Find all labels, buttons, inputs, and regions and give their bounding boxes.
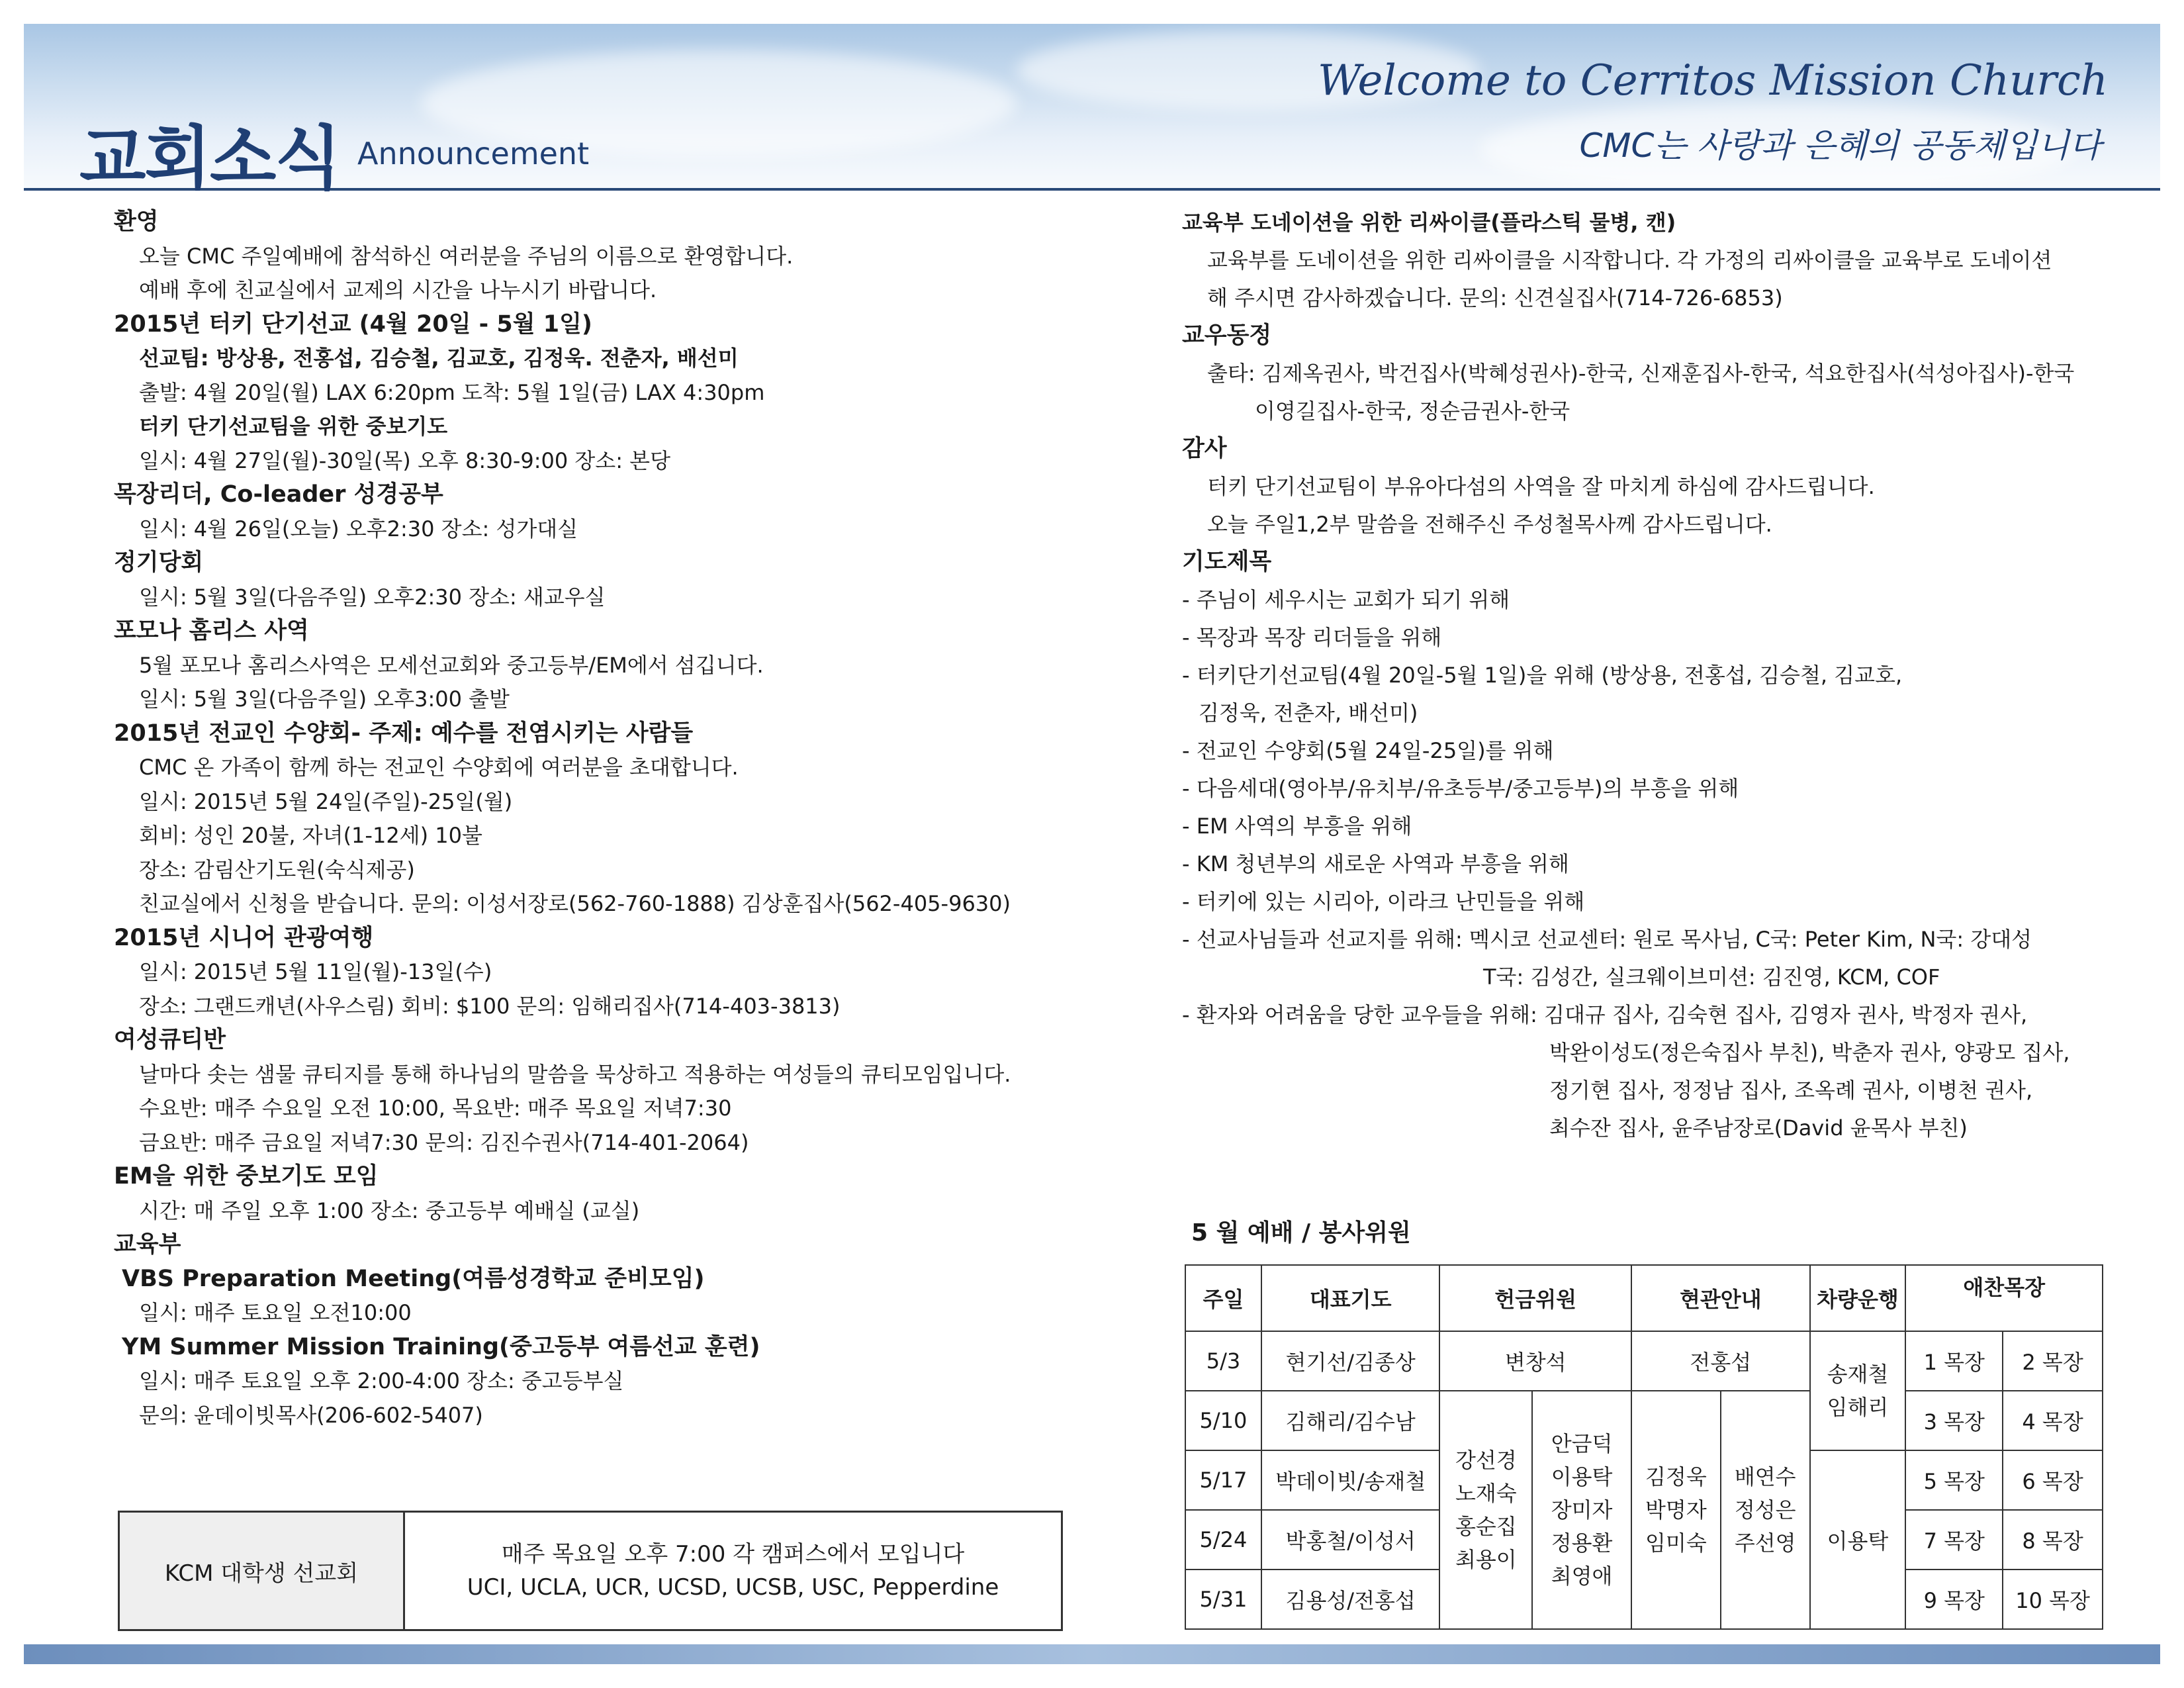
section-text: 문의: 윤데이빗목사(206-602-5407): [139, 1402, 483, 1428]
fellowship-cell: 9 목장: [1905, 1570, 2003, 1629]
offering-name: 정용환: [1551, 1530, 1613, 1556]
date-cell: 5/24: [1185, 1510, 1261, 1570]
usher-name: 주선영: [1734, 1530, 1796, 1556]
section-heading: YM Summer Mission Training(중고등부 여름선교 훈련): [122, 1333, 760, 1360]
section-text: 5월 포모나 홈리스사역은 모세선교회와 중고등부/EM에서 섬깁니다.: [139, 652, 764, 678]
section-text: - 환자와 어려움을 당한 교우들을 위해: 김대규 집사, 김숙현 집사, 김영자 권사, 박정자 권사,: [1182, 1002, 2028, 1027]
page-subtitle: Announcement: [357, 136, 590, 171]
usher-name: 김정욱: [1645, 1464, 1707, 1489]
footer-bar: [24, 1644, 2160, 1664]
usher-group-b: [1721, 1391, 1810, 1629]
section-text: - 터키에 있는 시리아, 이라크 난민들을 위해: [1182, 889, 1585, 914]
section-heading: 교육부 도네이션을 위한 리싸이클(플라스틱 물병, 캔): [1182, 210, 1676, 235]
section-heading: 포모나 홈리스 사역: [114, 618, 309, 644]
section-text: 수요반: 매주 수요일 오전 10:00, 목요반: 매주 목요일 저녁7:30: [139, 1096, 732, 1121]
section-text: 장소: 감림산기도원(숙식제공): [139, 857, 415, 882]
fellowship-cell: 2 목장: [2003, 1331, 2103, 1391]
service-table: [1185, 1264, 2103, 1630]
section-text: 출발: 4월 20일(월) LAX 6:20pm 도착: 5월 1일(금) LAX 4:30pm: [139, 379, 765, 405]
section-heading: 기도제목: [1182, 549, 1272, 575]
usher-name: 배연수: [1734, 1464, 1796, 1489]
header-prayer: 대표기도: [1261, 1265, 1440, 1331]
section-text: 일시: 2015년 5월 11일(월)-13일(수): [139, 959, 492, 984]
section-text: 회비: 성인 20불, 자녀(1-12세) 10불: [139, 823, 482, 848]
section-text: 일시: 매주 토요일 오전10:00: [139, 1300, 412, 1325]
prayer-cell: 현기선/김종상: [1261, 1331, 1440, 1391]
section-heading: 목장리더, Co-leader 성경공부: [114, 481, 443, 508]
header-offering: 헌금위원: [1439, 1265, 1631, 1331]
prayer-cell: 박홍철/이성서: [1261, 1510, 1440, 1570]
section-heading: 2015년 터키 단기선교 (4월 20일 - 5월 1일): [114, 310, 592, 338]
header-usher: 현관안내: [1631, 1265, 1810, 1331]
section-heading: 정기당회: [114, 549, 204, 576]
right-column: [1182, 204, 2148, 1147]
offering-name: 노재숙: [1455, 1481, 1517, 1506]
section-text: 금요반: 매주 금요일 저녁7:30 문의: 김진수권사(714-401-2064): [139, 1129, 749, 1155]
welcome-subtitle: CMC는 사랑과 은혜의 공동체입니다: [1579, 126, 2101, 165]
prayer-cell: 김해리/김수남: [1261, 1391, 1440, 1450]
fellowship-cell: 1 목장: [1905, 1331, 2003, 1391]
kcm-line-2: UCI, UCLA, UCR, UCSD, UCSB, USC, Pepperdine: [467, 1574, 999, 1601]
header-driver: 차량운행: [1810, 1265, 1906, 1331]
date-cell: 5/17: [1185, 1450, 1261, 1510]
section-text: 친교실에서 신청을 받습니다. 문의: 이성서장로(562-760-1888) 김상훈집사(562-405-9630): [139, 891, 1011, 916]
section-text: - 목장과 목장 리더들을 위해: [1182, 625, 1442, 650]
section-text: 선교팀: 방상용, 전홍섭, 김승철, 김교호, 김정욱. 전춘자, 배선미: [139, 346, 739, 371]
date-cell: 5/31: [1185, 1570, 1261, 1629]
section-text: - 선교사님들과 선교지를 위해: 멕시코 선교센터: 원로 목사님, C국: Peter Kim, N국: 강대성: [1182, 927, 2032, 952]
driver-name: 송재철: [1827, 1362, 1889, 1387]
section-text: 터키 단기선교팀이 부유아다섬의 사역을 잘 마치게 하심에 감사드립니다.: [1207, 474, 1875, 499]
section-text: 해 주시면 감사하겠습니다. 문의: 신견실집사(714-726-6853): [1207, 285, 1783, 310]
section-heading: VBS Preparation Meeting(여름성경학교 준비모임): [122, 1265, 705, 1292]
section-text: 오늘 CMC 주일예배에 참석하신 여러분을 주님의 이름으로 환영합니다.: [139, 243, 794, 269]
kcm-info: [405, 1513, 1061, 1629]
section-text: 일시: 4월 26일(오늘) 오후2:30 장소: 성가대실: [139, 516, 578, 541]
section-text: - 다음세대(영아부/유치부/유초등부/중고등부)의 부흥을 위해: [1182, 776, 1739, 801]
usher-name: 정성은: [1734, 1497, 1796, 1523]
section-heading: EM을 위한 중보기도 모임: [114, 1163, 379, 1190]
section-heading: 2015년 전교인 수양회- 주제: 예수를 전염시키는 사람들: [114, 720, 694, 747]
section-text: - 전교인 수양회(5월 24일-25일)를 위해: [1182, 738, 1554, 763]
section-text: 시간: 매 주일 오후 1:00 장소: 중고등부 예배실 (교실): [139, 1197, 640, 1223]
offering-name: 강선경: [1455, 1448, 1517, 1473]
offering-name: 이용탁: [1551, 1464, 1613, 1489]
kcm-label: KCM 대학생 선교회: [120, 1513, 405, 1629]
section-text: CMC 온 가족이 함께 하는 전교인 수양회에 여러분을 초대합니다.: [139, 755, 739, 780]
section-heading: 감사: [1182, 436, 1227, 462]
section-text: 교육부를 도네이션을 위한 리싸이클을 시작합니다. 각 가정의 리싸이클을 교육부로 도네이션: [1207, 248, 2052, 273]
section-text: 일시: 매주 토요일 오후 2:00-4:00 장소: 중고등부실: [139, 1368, 624, 1393]
left-column: [114, 205, 1093, 1432]
service-table-title: 5 월 예배 / 봉사위원: [1191, 1219, 1411, 1246]
section-text: 터키 단기선교팀을 위한 중보기도: [139, 414, 448, 439]
section-heading: 2015년 시니어 관광여행: [114, 924, 374, 951]
section-heading: 환영: [114, 209, 159, 235]
section-text: 박완이성도(정은숙집사 부친), 박춘자 권사, 양광모 집사,: [1549, 1040, 2070, 1065]
kcm-box: [118, 1511, 1063, 1631]
section-text: 일시: 5월 3일(다음주일) 오후2:30 장소: 새교우실: [139, 584, 606, 610]
section-text: 일시: 5월 3일(다음주일) 오후3:00 출발: [139, 686, 510, 712]
usher-group-a: [1631, 1391, 1721, 1629]
usher-cell: 전홍섭: [1631, 1331, 1810, 1391]
driver-name: 임해리: [1827, 1395, 1889, 1420]
section-text: 출타: 김제옥권사, 박건집사(박혜성권사)-한국, 신재훈집사-한국, 석요한집사(석성아집사)-한국: [1207, 361, 2075, 386]
fellowship-cell: 5 목장: [1905, 1450, 2003, 1510]
kcm-line-1: 매주 목요일 오후 7:00 각 캠퍼스에서 모입니다: [501, 1541, 965, 1568]
page-title: 교회소식: [79, 118, 340, 199]
section-heading: 여성큐티반: [114, 1027, 226, 1053]
fellowship-cell: 3 목장: [1905, 1391, 2003, 1450]
section-text: - 주님이 세우시는 교회가 되기 위해: [1182, 587, 1510, 612]
usher-name: 임미숙: [1645, 1530, 1707, 1556]
fellowship-cell: 10 목장: [2003, 1570, 2103, 1629]
date-cell: 5/3: [1185, 1331, 1261, 1391]
driver-cell: [1810, 1331, 1906, 1450]
section-text: 일시: 2015년 5월 24일(주일)-25일(월): [139, 788, 513, 814]
section-text: 날마다 솟는 샘물 큐티지를 통해 하나님의 말씀을 묵상하고 적용하는 여성들의 큐티모임입니다.: [139, 1061, 1011, 1087]
header-date: 주일: [1185, 1265, 1261, 1331]
prayer-cell: 박데이빗/송재철: [1261, 1450, 1440, 1510]
section-text: 오늘 주일1,2부 말씀을 전해주신 주성철목사께 감사드립니다.: [1207, 512, 1772, 537]
offering-group-a: [1439, 1391, 1532, 1629]
section-text: 일시: 4월 27일(월)-30일(목) 오후 8:30-9:00 장소: 본당: [139, 447, 670, 473]
fellowship-cell: 4 목장: [2003, 1391, 2103, 1450]
section-heading: 교육부: [114, 1231, 181, 1258]
section-text: - EM 사역의 부흥을 위해: [1182, 814, 1412, 839]
offering-name: 장미자: [1551, 1497, 1613, 1523]
section-text: 정기현 집사, 정정남 집사, 조옥례 권사, 이병천 권사,: [1549, 1078, 2033, 1103]
header-fellowship: 애찬목장: [1905, 1265, 2103, 1331]
offering-name: 최영애: [1551, 1564, 1613, 1589]
section-text: - 터키단기선교팀(4월 20일-5월 1일)을 위해 (방상용, 전홍섭, 김승철, 김교호,: [1182, 663, 1903, 688]
section-heading: 교우동정: [1182, 322, 1272, 349]
fellowship-cell: 6 목장: [2003, 1450, 2103, 1510]
fellowship-cell: 7 목장: [1905, 1510, 2003, 1570]
offering-name: 홍순집: [1455, 1514, 1517, 1539]
fellowship-cell: 8 목장: [2003, 1510, 2103, 1570]
offering-group-b: [1532, 1391, 1631, 1629]
section-text: 예배 후에 친교실에서 교제의 시간을 나누시기 바랍니다.: [139, 277, 657, 303]
section-text: T국: 김성간, 실크웨이브미션: 김진영, KCM, COF: [1483, 964, 1940, 990]
section-text: 이영길집사-한국, 정순금권사-한국: [1255, 399, 1570, 424]
offering-cell: 변창석: [1439, 1331, 1631, 1391]
section-text: - KM 청년부의 새로운 사역과 부흥을 위해: [1182, 851, 1569, 876]
date-cell: 5/10: [1185, 1391, 1261, 1450]
section-text: 최수잔 집사, 윤주남장로(David 윤목사 부친): [1549, 1115, 1968, 1141]
section-text: 김정욱, 전춘자, 배선미): [1199, 700, 1418, 726]
usher-name: 박명자: [1645, 1497, 1707, 1523]
offering-name: 최용이: [1455, 1547, 1517, 1572]
welcome-title: Welcome to Cerritos Mission Church: [1317, 56, 2108, 105]
offering-name: 안금덕: [1551, 1431, 1613, 1456]
driver-cell: 이용탁: [1810, 1450, 1906, 1629]
section-text: 장소: 그랜드캐년(사우스림) 회비: $100 문의: 임해리집사(714-403-3813): [139, 993, 841, 1019]
prayer-cell: 김용성/전홍섭: [1261, 1570, 1440, 1629]
header-rule: [24, 188, 2160, 191]
